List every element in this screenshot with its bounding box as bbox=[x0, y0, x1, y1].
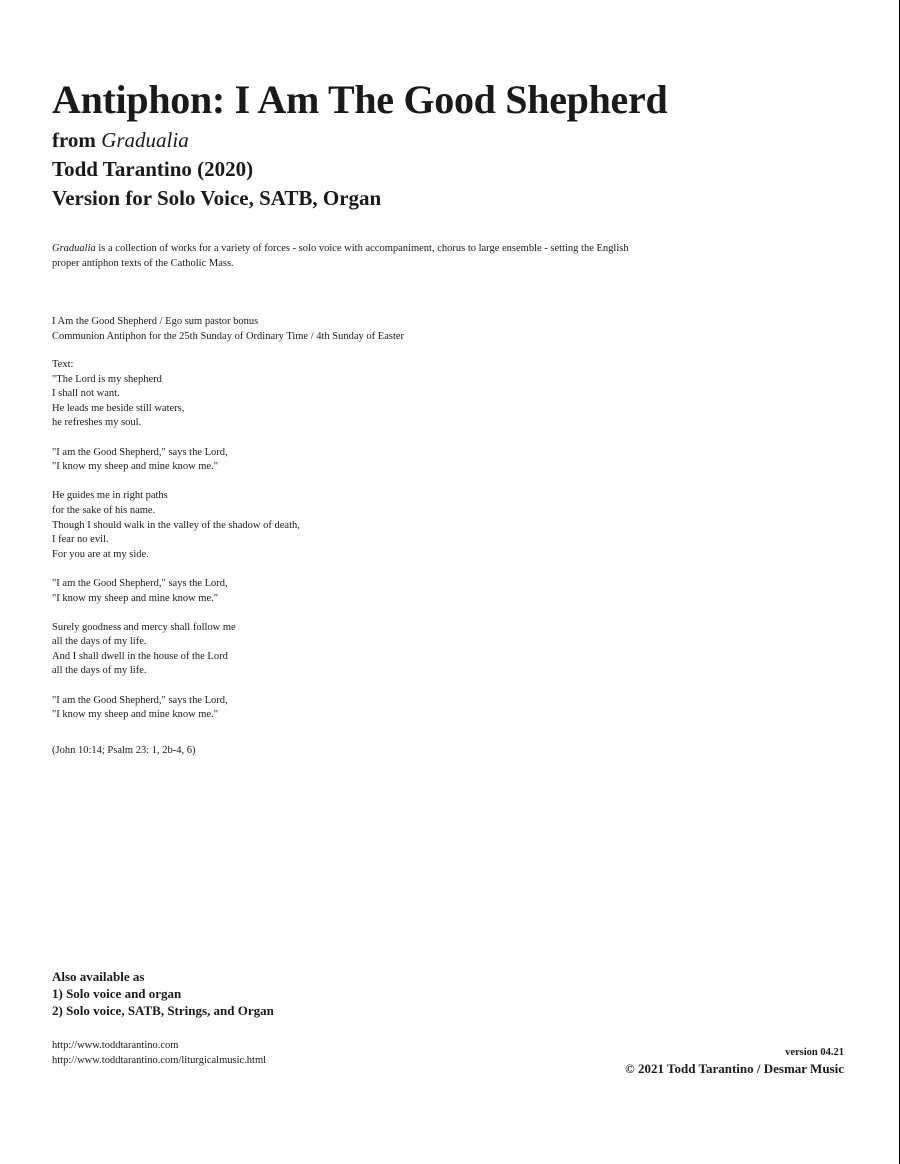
also-available-item: 1) Solo voice and organ bbox=[52, 986, 182, 1001]
verse-line: Though I should walk in the valley of the shadow of death, bbox=[52, 519, 300, 531]
stanza-gap bbox=[52, 606, 300, 621]
source-collection-line bbox=[52, 128, 189, 153]
also-available-heading: Also available as bbox=[52, 969, 145, 984]
verse-line: all the days of my life. bbox=[52, 665, 147, 677]
intro-text: is a collection of works for a variety of forces - solo voice with accompaniment, chorus to large ensemble - setting the English proper antiphon texts of the Catholic Mass. bbox=[52, 243, 629, 269]
piece-info bbox=[52, 315, 404, 344]
verse-line: "I am the Good Shepherd," says the Lord, bbox=[52, 694, 228, 706]
from-prefix: from bbox=[52, 128, 102, 152]
links-section bbox=[52, 1038, 266, 1068]
stanza-gap bbox=[52, 475, 300, 490]
stanza-gap bbox=[52, 431, 300, 446]
also-available-section bbox=[52, 968, 274, 1019]
verse-line: I shall not want. bbox=[52, 388, 120, 400]
piece-occasion-line: Communion Antiphon for the 25th Sunday of Ordinary Time / 4th Sunday of Easter bbox=[52, 330, 405, 342]
verse-line: "I am the Good Shepherd," says the Lord, bbox=[52, 577, 228, 589]
intro-paragraph bbox=[52, 241, 632, 271]
liturgical-music-link[interactable]: http://www.toddtarantino.com/liturgicalmusic.html bbox=[52, 1055, 267, 1066]
verse-line: "I know my sheep and mine know me." bbox=[52, 461, 219, 473]
verse-line: he refreshes my soul. bbox=[52, 417, 142, 429]
composer-line: Todd Tarantino (2020) bbox=[52, 157, 254, 181]
website-link[interactable]: http://www.toddtarantino.com bbox=[52, 1040, 179, 1051]
verse-line: For you are at my side. bbox=[52, 548, 149, 560]
verse-line: I fear no evil. bbox=[52, 534, 109, 546]
footer bbox=[625, 1045, 844, 1077]
verse-line: He guides me in right paths bbox=[52, 490, 168, 502]
verse-line: Surely goodness and mercy shall follow me bbox=[52, 621, 236, 633]
stanzas bbox=[52, 373, 300, 723]
verse-line: "I know my sheep and mine know me." bbox=[52, 592, 219, 604]
stanza-gap bbox=[52, 562, 300, 577]
verse-line: "I know my sheep and mine know me." bbox=[52, 709, 219, 721]
stanza-gap bbox=[52, 679, 300, 694]
version-label: version 04.21 bbox=[785, 1047, 844, 1058]
verse-line: "I am the Good Shepherd," says the Lord, bbox=[52, 446, 228, 458]
copyright-notice: © 2021 Todd Tarantino / Desmar Music bbox=[625, 1061, 844, 1076]
verse-line: He leads me beside still waters, bbox=[52, 402, 185, 414]
scripture-citation: (John 10:14; Psalm 23: 1, 2b-4, 6) bbox=[52, 745, 196, 756]
verse-line: for the sake of his name. bbox=[52, 504, 156, 516]
intro-work-name: Gradualia bbox=[52, 243, 96, 254]
verse-line: all the days of my life. bbox=[52, 636, 147, 648]
page-title: Antiphon: I Am The Good Shepherd bbox=[52, 77, 668, 122]
verse-line: "The Lord is my shepherd bbox=[52, 373, 162, 385]
text-section bbox=[52, 358, 300, 723]
verse-line: And I shall dwell in the house of the Lord bbox=[52, 650, 228, 662]
also-available-item: 2) Solo voice, SATB, Strings, and Organ bbox=[52, 1003, 274, 1018]
piece-title-line: I Am the Good Shepherd / Ego sum pastor bonus bbox=[52, 316, 259, 327]
collection-name: Gradualia bbox=[101, 128, 189, 152]
text-label: Text: bbox=[52, 359, 74, 370]
version-line: Version for Solo Voice, SATB, Organ bbox=[52, 186, 382, 210]
